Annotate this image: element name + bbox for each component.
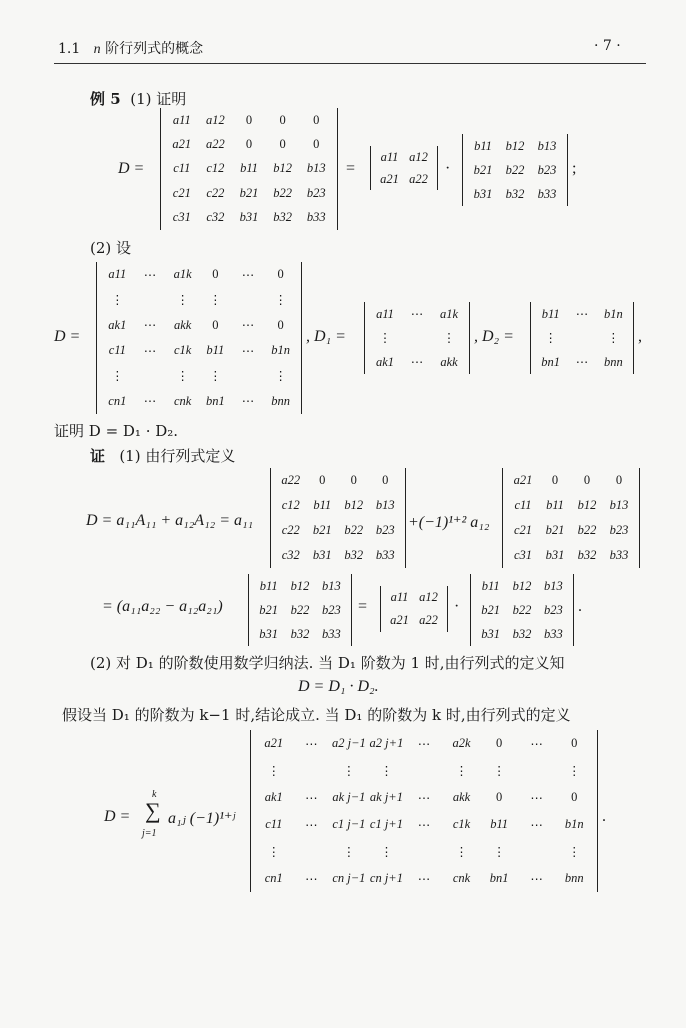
matrix-entry: ak1 — [264, 790, 283, 804]
eq2-end: , — [638, 328, 642, 345]
eq3-lhs: D = a₁₁A₁₁ + a₁₂A₁₂ = a₁₁ — [86, 512, 254, 529]
matrix-entry: b33 — [543, 626, 563, 641]
matrix-entry: c21 — [172, 185, 191, 200]
matrix-entry: b21 — [259, 602, 279, 617]
matrix-entry: 0 — [495, 790, 503, 804]
matrix-entry: b1n — [271, 343, 291, 358]
matrix-entry: a21 — [264, 736, 284, 750]
matrix-entry: b22 — [505, 162, 525, 177]
matrix-entry: b22 — [344, 523, 364, 537]
matrix-entry: bn1 — [205, 393, 225, 408]
matrix-entry: b32 — [512, 626, 532, 641]
matrix-entry: c1 j+1 — [369, 817, 403, 831]
matrix-entry: b13 — [375, 498, 395, 512]
determinant-cofactor-11 — [270, 468, 406, 568]
determinant-d1 — [364, 302, 470, 374]
matrix-entry: b11 — [313, 498, 332, 512]
matrix-entry: b31 — [481, 626, 501, 641]
matrix-entry: ⋮ — [111, 292, 124, 307]
matrix-entry: ⋮ — [209, 368, 222, 383]
matrix-entry: 0 — [319, 473, 326, 487]
matrix-entry: c1k — [452, 817, 471, 831]
determinant-b-3x3-a — [248, 574, 352, 646]
matrix-entry: ⋯ — [305, 817, 318, 832]
matrix-entry: ⋮ — [442, 331, 456, 345]
matrix-entry: b31 — [259, 626, 279, 641]
matrix-entry: 0 — [571, 790, 578, 804]
matrix-entry: ⋮ — [544, 331, 557, 345]
matrix-entry: b32 — [273, 210, 292, 225]
section-title: 阶行列式的概念 — [105, 41, 204, 57]
matrix-entry: ak1 — [108, 317, 127, 332]
matrix-entry: ⋮ — [176, 292, 189, 307]
matrix-entry: b23 — [375, 523, 395, 537]
matrix-entry: a22 — [409, 171, 428, 186]
matrix-entry: b13 — [306, 161, 326, 176]
matrix-entry: c22 — [206, 185, 225, 200]
determinant-a-2x2 — [370, 146, 438, 190]
matrix-entry: b12 — [273, 161, 292, 176]
eq2-d1-label: , D₁ = — [306, 328, 346, 345]
matrix-entry: ⋯ — [417, 817, 431, 832]
matrix-entry: b32 — [577, 548, 597, 562]
matrix-entry: a11 — [108, 267, 127, 282]
matrix-entry: 0 — [583, 473, 591, 487]
matrix-entry: c22 — [281, 523, 300, 537]
matrix-entry: ⋯ — [575, 307, 589, 321]
matrix-entry: b23 — [609, 523, 629, 537]
matrix-entry: ⋮ — [380, 844, 393, 859]
matrix-entry: b13 — [321, 578, 341, 593]
matrix-entry: 0 — [245, 137, 253, 152]
matrix-entry: b11 — [206, 343, 225, 358]
matrix-entry: ⋮ — [607, 331, 620, 345]
matrix-entry: b1n — [564, 817, 584, 831]
matrix-entry: c31 — [513, 548, 533, 562]
matrix-entry: a22 — [419, 613, 438, 627]
matrix-entry: 0 — [277, 267, 284, 282]
matrix-entry: 0 — [313, 112, 320, 127]
matrix-entry: b13 — [537, 138, 557, 153]
matrix-entry: ⋯ — [305, 736, 318, 751]
matrix-entry: b32 — [344, 548, 364, 562]
matrix-entry: c32 — [281, 548, 300, 562]
matrix-entry — [293, 757, 331, 784]
matrix-entry: ⋯ — [143, 343, 157, 358]
matrix-entry: bnn — [603, 354, 623, 369]
matrix-entry — [134, 287, 167, 312]
matrix-entry: bn1 — [489, 871, 509, 885]
matrix-entry: a11 — [376, 306, 394, 321]
matrix-entry: b11 — [541, 306, 560, 321]
matrix-entry: ⋮ — [342, 763, 356, 778]
matrix-entry: 0 — [277, 317, 284, 332]
matrix-entry: a22 — [281, 473, 301, 487]
matrix-entry: ⋮ — [492, 844, 506, 859]
matrix-entry: ⋮ — [267, 844, 281, 859]
matrix-entry: a12 — [206, 112, 225, 127]
matrix-entry: c11 — [265, 817, 283, 831]
matrix-entry: ⋮ — [378, 331, 392, 345]
eq4-end: . — [578, 598, 582, 615]
matrix-entry: ⋮ — [209, 292, 222, 307]
matrix-entry — [405, 757, 443, 784]
matrix-entry: b22 — [577, 523, 597, 537]
matrix-entry: ⋮ — [342, 844, 356, 859]
example-part2: (2) 设 — [90, 239, 132, 257]
matrix-entry: b31 — [239, 210, 259, 225]
matrix-entry: c12 — [206, 161, 225, 176]
matrix-entry: b23 — [321, 602, 341, 617]
base-case-equation: D = D₁ · D₂. — [298, 678, 379, 695]
matrix-entry: a12 — [419, 590, 438, 604]
matrix-entry: b33 — [375, 548, 395, 562]
matrix-entry: b21 — [239, 185, 259, 200]
matrix-entry: ⋮ — [567, 763, 581, 778]
eq5-lhs: D = — [104, 808, 131, 825]
matrix-entry: a21 — [380, 171, 399, 186]
eq1-end: ; — [572, 160, 577, 177]
matrix-entry — [134, 363, 167, 388]
matrix-entry: b11 — [481, 578, 500, 593]
matrix-entry: c1k — [173, 343, 192, 358]
matrix-entry: a2k — [452, 736, 471, 750]
matrix-entry: bnn — [271, 393, 291, 408]
matrix-entry: 0 — [212, 317, 219, 332]
example-label: 例 5 — [90, 90, 121, 108]
matrix-entry: ⋮ — [455, 763, 468, 778]
section-variable: n — [93, 42, 101, 57]
matrix-entry: 0 — [279, 112, 286, 127]
matrix-entry: 0 — [551, 473, 559, 487]
matrix-entry: ⋯ — [530, 736, 543, 751]
matrix-entry — [293, 838, 331, 865]
matrix-entry: bnn — [564, 871, 584, 885]
eq4-equals: = — [358, 598, 368, 615]
matrix-entry: cn1 — [108, 393, 127, 408]
matrix-entry: c21 — [513, 523, 533, 537]
matrix-entry: ⋯ — [241, 394, 255, 409]
matrix-entry: b11 — [474, 138, 492, 153]
matrix-entry: 0 — [382, 473, 389, 487]
matrix-entry: c32 — [206, 210, 225, 225]
matrix-entry — [232, 363, 265, 388]
matrix-entry: akk — [452, 790, 471, 804]
eq1-equals: = — [346, 160, 356, 177]
matrix-entry: b11 — [490, 817, 509, 831]
matrix-entry: ⋯ — [575, 355, 589, 369]
matrix-entry: ⋯ — [417, 790, 431, 805]
eq4-dot: · — [454, 598, 460, 615]
header-rule — [54, 63, 646, 64]
matrix-entry: ⋯ — [410, 307, 424, 321]
matrix-entry: c11 — [514, 498, 532, 512]
matrix-entry: ⋯ — [417, 871, 431, 886]
matrix-entry: ⋯ — [241, 267, 255, 282]
proof-heading — [90, 445, 235, 466]
determinant-expansion — [250, 730, 598, 892]
matrix-entry — [232, 287, 265, 312]
matrix-entry: akk — [173, 317, 192, 332]
matrix-entry: ⋯ — [241, 343, 255, 358]
matrix-entry: b31 — [473, 186, 493, 201]
matrix-entry: b12 — [290, 578, 310, 593]
matrix-entry: cn j+1 — [369, 871, 403, 885]
eq1-dot: · — [445, 160, 451, 177]
matrix-entry: 0 — [245, 112, 253, 127]
matrix-entry: a2 j+1 — [369, 736, 404, 750]
matrix-entry: b23 — [306, 185, 326, 200]
matrix-entry: a11 — [390, 590, 409, 604]
matrix-entry: ⋮ — [274, 368, 287, 383]
matrix-entry: b32 — [505, 186, 525, 201]
sum-term: a₁ⱼ (−1)¹⁺ʲ — [168, 810, 236, 827]
proof-part1-text: (1) 由行列式定义 — [119, 447, 236, 465]
matrix-entry: b33 — [537, 186, 557, 201]
matrix-entry: ⋯ — [417, 736, 431, 751]
matrix-entry — [566, 326, 597, 350]
matrix-entry: b11 — [240, 161, 258, 176]
matrix-entry: b23 — [543, 602, 563, 617]
determinant-cofactor-12 — [502, 468, 640, 568]
matrix-entry: ⋯ — [143, 318, 157, 333]
matrix-entry: ⋯ — [305, 790, 318, 805]
sum-upper-limit: k — [152, 789, 157, 800]
matrix-entry — [401, 326, 433, 350]
matrix-entry: ⋮ — [274, 292, 287, 307]
matrix-entry: a21 — [172, 137, 192, 152]
matrix-entry: ⋮ — [176, 368, 189, 383]
matrix-entry: c31 — [172, 210, 191, 225]
matrix-entry: ak1 — [375, 354, 395, 369]
matrix-entry: cnk — [173, 393, 192, 408]
matrix-entry: b21 — [312, 523, 332, 537]
matrix-entry: 0 — [495, 736, 503, 750]
matrix-entry: ⋯ — [530, 871, 543, 886]
matrix-entry: a21 — [513, 473, 533, 487]
matrix-entry: b22 — [290, 602, 310, 617]
matrix-entry: ⋮ — [455, 844, 468, 859]
matrix-entry — [405, 838, 443, 865]
matrix-entry: ak j−1 — [332, 790, 366, 804]
eq3-middle-term: +(−1)¹⁺² a₁₂ — [408, 514, 490, 531]
matrix-entry: b11 — [546, 498, 564, 512]
determinant-d2 — [530, 302, 634, 374]
page-number: · 7 · — [594, 38, 621, 54]
matrix-entry: ⋯ — [530, 790, 543, 805]
matrix-entry: cn j−1 — [332, 871, 366, 885]
matrix-entry: ⋯ — [530, 817, 543, 832]
matrix-entry: ⋮ — [492, 763, 506, 778]
matrix-entry: b31 — [545, 548, 565, 562]
determinant-b-3x3 — [462, 134, 568, 206]
matrix-entry: b22 — [273, 185, 292, 200]
proof-label: 证 — [90, 447, 106, 465]
matrix-entry: b21 — [473, 162, 493, 177]
matrix-entry: c11 — [108, 343, 126, 358]
matrix-entry: c11 — [173, 161, 191, 176]
determinant-b-3x3-b — [470, 574, 574, 646]
matrix-entry: a22 — [206, 137, 225, 152]
determinant-d-block — [96, 262, 302, 414]
matrix-entry: a1k — [439, 306, 459, 321]
matrix-entry: b22 — [512, 602, 532, 617]
matrix-entry: a21 — [390, 613, 409, 627]
determinant-d-5x5 — [160, 108, 338, 230]
matrix-entry: c1 j−1 — [332, 817, 366, 831]
matrix-entry: ⋯ — [241, 318, 255, 333]
matrix-entry: b13 — [543, 578, 563, 593]
matrix-entry: b33 — [609, 548, 629, 562]
matrix-entry: 0 — [350, 473, 357, 487]
matrix-entry: ⋮ — [267, 763, 281, 778]
matrix-entry: b21 — [545, 523, 565, 537]
matrix-entry: b31 — [312, 548, 332, 562]
matrix-entry: b11 — [259, 578, 278, 593]
matrix-entry: b33 — [306, 210, 326, 225]
matrix-entry: akk — [440, 354, 458, 369]
matrix-entry: 0 — [279, 137, 286, 152]
example-part1: (1) 证明 — [130, 90, 187, 108]
matrix-entry: c12 — [281, 498, 300, 512]
matrix-entry: b32 — [290, 626, 310, 641]
matrix-entry: a12 — [409, 149, 428, 164]
matrix-entry: b12 — [344, 498, 364, 512]
matrix-entry: a1k — [173, 267, 192, 282]
running-header — [58, 38, 203, 58]
matrix-entry: 0 — [571, 736, 578, 750]
matrix-entry: b12 — [505, 138, 525, 153]
summation-sign: ∑ — [145, 798, 161, 823]
matrix-entry — [518, 838, 556, 865]
matrix-entry: ⋮ — [111, 368, 124, 383]
matrix-entry: ⋯ — [305, 871, 318, 886]
eq5-end: . — [602, 808, 606, 825]
matrix-entry: b12 — [512, 578, 532, 593]
eq2-d2-label: , D₂ = — [474, 328, 514, 345]
matrix-entry: a11 — [172, 112, 191, 127]
matrix-entry: ⋯ — [143, 267, 157, 282]
proof-part2-text: (2) 对 D₁ 的阶数使用数学归纳法. 当 D₁ 阶数为 1 时,由行列式的定义知 — [90, 654, 565, 672]
matrix-entry: 0 — [313, 137, 320, 152]
matrix-entry: b12 — [577, 498, 597, 512]
matrix-entry: 0 — [615, 473, 623, 487]
matrix-entry: b33 — [321, 626, 341, 641]
matrix-entry: ⋯ — [143, 394, 157, 409]
matrix-entry — [518, 757, 556, 784]
matrix-entry: ⋮ — [567, 844, 581, 859]
matrix-entry: bn1 — [541, 354, 561, 369]
matrix-entry: ⋮ — [380, 763, 393, 778]
sum-lower-limit: j=1 — [142, 828, 157, 839]
eq2-lhs: D = — [54, 328, 81, 345]
eq1-lhs: D = — [118, 160, 145, 177]
matrix-entry: cnk — [452, 871, 471, 885]
matrix-entry: ak j+1 — [369, 790, 403, 804]
matrix-entry: ⋯ — [410, 355, 424, 369]
example-claim: 证明 D = D₁ · D₂. — [54, 422, 179, 440]
matrix-entry: b13 — [609, 498, 629, 512]
matrix-entry: b1n — [603, 306, 623, 321]
matrix-entry: b21 — [481, 602, 501, 617]
matrix-entry: a11 — [380, 149, 399, 164]
example-heading — [90, 88, 186, 109]
matrix-entry: 0 — [212, 267, 219, 282]
section-number: 1.1 — [58, 41, 81, 57]
determinant-a-2x2-b — [380, 586, 448, 632]
induction-text: 假设当 D₁ 的阶数为 k−1 时,结论成立. 当 D₁ 的阶数为 k 时,由行列式的定义 — [62, 706, 571, 724]
matrix-entry: a2 j−1 — [331, 736, 366, 750]
eq4-lhs: = (a₁₁a₂₂ − a₁₂a₂₁) — [102, 598, 223, 615]
matrix-entry: cn1 — [264, 871, 283, 885]
matrix-entry: b23 — [537, 162, 557, 177]
